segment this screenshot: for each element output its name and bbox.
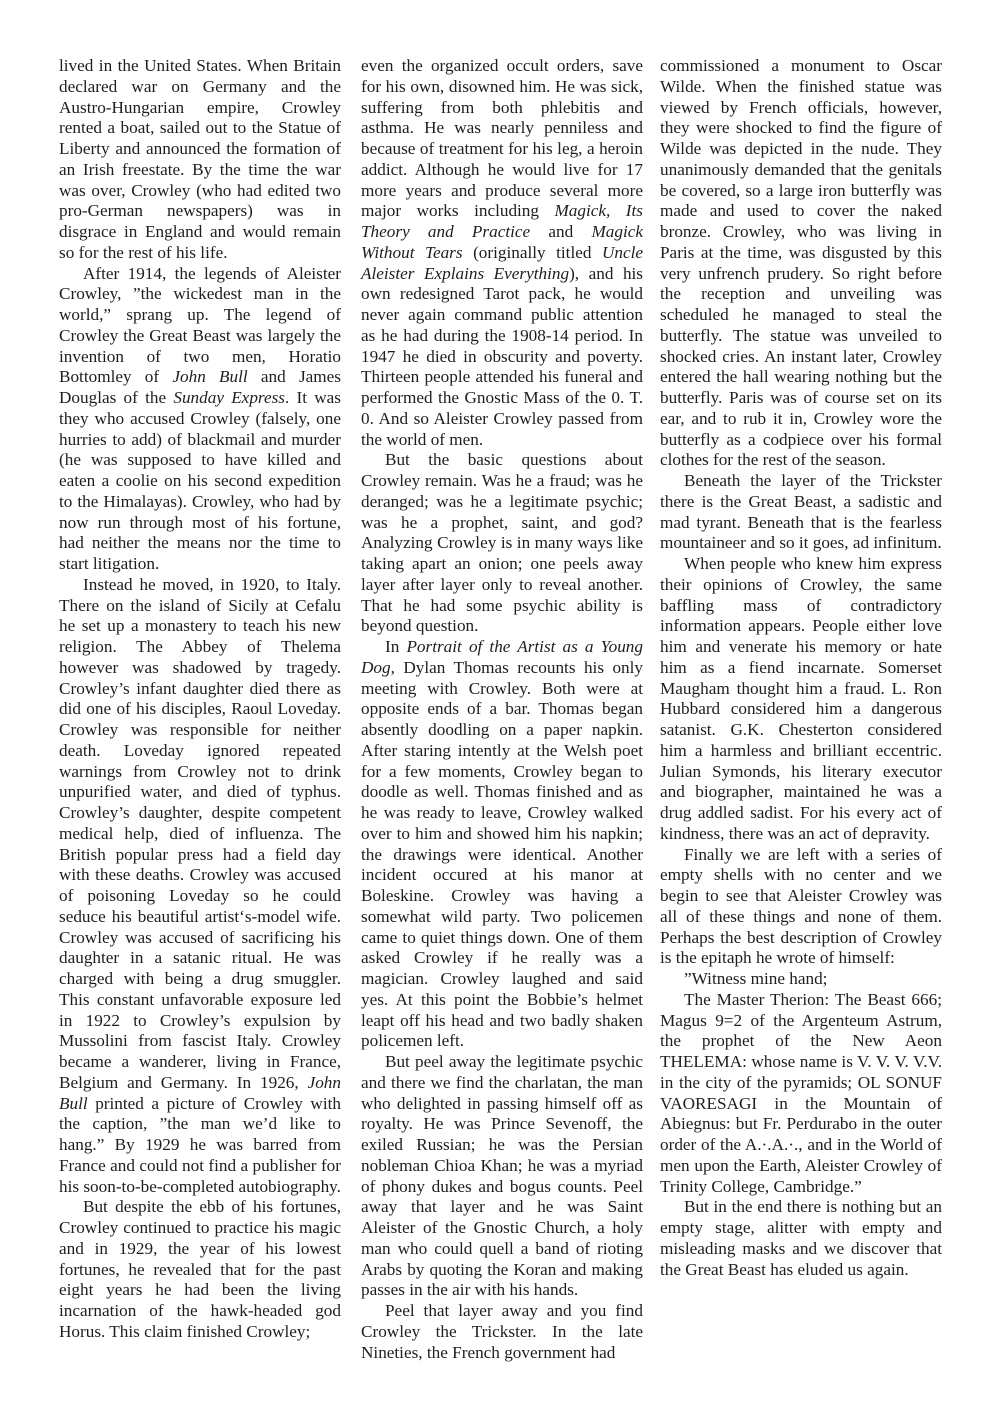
text-column-1: [59, 56, 341, 1343]
text-run: ”Witness mine hand;: [684, 969, 828, 988]
text-run: lived in the United States. When Britain declared war on Germany and the Austro-Hungarian empire, Crowley rented a boat, sailed out to the Statue of Liberty and announced the formation of an Irish freestate. By the time the war was over, Crowley (who had edited two pro-German newspapers) was in disgrace in England and would remain so for the rest of his life.: [59, 56, 341, 262]
text-run: , Dylan Thomas recounts his only meeting with Crowley. Both were at opposite ends of a bar. Thomas began absently doodling on a paper napkin. After staring intently at the Welsh poet for a few moments, Crowley began to doodle as well. Thomas finished and as he was ready to leave, Crowley walked over to him and showed him his napkin; the drawings were identical. Another incident occured at his manor at Boleskine. Crowley was having a somewhat wild party. Two policemen came to quiet things down. One of them asked Crowley if he really was a magician. Crowley laughed and said yes. At this point the Bobbie’s helmet leapt off his head and two badly shaken policemen left.: [361, 657, 643, 1051]
paragraph: [660, 1197, 942, 1280]
paragraph: [660, 471, 942, 554]
paragraph: [660, 554, 942, 845]
text-run: Instead he moved, in 1920, to Italy. There on the island of Sicily at Cefalu he set up a monastery to teach his new religion. The Abbey of Thelema however was shadowed by tragedy. Crowley’s infant daughter died there as did one of his disciples, Raoul Loveday. Crowley was responsible for neither death. Loveday ignored repeated warnings from Crowley not to drink unpurified water, and died of typhus. Crowley’s daughter, despite competent medical help, died of influenza. The British popular press had a field day with these deaths. Crowley was accused of poisoning Loveday so he could seduce his beautiful artist‘s-model wife. Crowley was accused of sacrificing his daughter in a satanic ritual. He was charged with being a drug smuggler. This constant unfavorable exposure led in 1922 to Crowley’s expulsion by Mussolini from fascist Italy. Crowley became a wanderer, living in France, Belgium and Germany. In 1926,: [59, 574, 341, 1092]
text-run: (originally titled: [462, 242, 602, 262]
text-run: printed a picture of Crowley with the caption, ”the man we’d like to hang.” By 1929 he was barred from France and could not find a publisher for his soon-to-be-completed autobiography.: [59, 1093, 341, 1196]
italic-title: Uncle Aleister Explains Everything: [361, 242, 643, 283]
text-run: But in the end there is nothing but an empty stage, alitter with empty and misleading masks and we discover that the Great Beast has eluded us again.: [660, 1197, 942, 1279]
italic-title: Magick, Its Theory and Practice: [361, 201, 643, 241]
paragraph: [59, 1197, 341, 1342]
text-run: and James Douglas of the: [59, 367, 341, 407]
paragraph: [361, 1301, 643, 1363]
text-run: But peel away the legitimate psychic and there we find the charlatan, the man who delighted in passing himself off as royalty. He was Prince Sevenoff, the exiled Russian; he was the Persian nobleman Chioa Khan; he was a myriad of phony dukes and bogus counts. Peel away that layer and he was Saint Aleister of the Gnostic Church, a holy man who could quell a band of rioting Arabs by quoting the Koran and making passes in the air with his hands.: [361, 1052, 643, 1300]
paragraph: [361, 450, 643, 637]
paragraph: [361, 637, 643, 1052]
paragraph: [660, 845, 942, 970]
text-run: The Master Therion: The Beast 666; Magus 9=2 of the Argenteum Astrum, the prophet of the New Aeon THELEMA: whose name is V. V. V. V.V. in the city of the pyramids; OL SONUF VAORESAGI in the Mountain of Abiegnus: but Fr. Perdurabo in the outer order of the A.·.A.·., and in the World of men upon the Earth, Aleister Crowley of Trinity College, Cambridge.”: [660, 989, 942, 1196]
paragraph: [59, 56, 341, 264]
italic-title: John Bull: [59, 1072, 341, 1113]
paragraph: [361, 56, 643, 450]
text-column-2: [361, 56, 643, 1363]
italic-title: Magick Without Tears: [361, 222, 643, 262]
text-run: . It was they who accused Crowley (falsely, one hurries to add) of blackmail and murder (he was supposed to have killed and eaten a coolie on his second expedition to the Himalayas). Crowley, who had by now run through most of his fortune, had neither the means nor the time to start litigation.: [59, 388, 341, 573]
text-run: Beneath the layer of the Trickster there is the Great Beast, a sadistic and mad tyrant. Beneath that is the fearless mountaineer and so it goes, ad infinitum.: [660, 471, 942, 553]
text-run: But the basic questions about Crowley remain. Was he a fraud; was he deranged; was he a legitimate psychic; was he a prophet, saint, and god? Analyzing Crowley is in many ways like taking apart an onion; one peels away layer after layer only to reveal another. That he had some psychic ability is beyond question.: [361, 450, 643, 636]
paragraph: [660, 990, 942, 1198]
italic-title: John Bull: [172, 367, 248, 387]
paragraph: [59, 575, 341, 1198]
text-column-3: [660, 56, 942, 1280]
paragraph: [59, 264, 341, 575]
text-run: ), and his own redesigned Tarot pack, he would never again command public attention as he had during the 1908-14 period. In 1947 he died in obscurity and poverty. Thirteen people attended his funeral and performed the Gnostic Mass of the 0. T. 0. And so Aleister Crowley passed from the world of men.: [361, 263, 643, 449]
text-run: When people who knew him express their opinions of Crowley, the same baffling mass of contradictory information appears. People either love him and venerate his memory or hate him as a fiend incarnate. Somerset Maugham thought him a fraud. L. Ron Hubbard considered him a dangerous satanist. G.K. Chesterton considered him a harmless and brilliant eccentric. Julian Symonds, his literary executor and biographer, maintained he was a drug addled sadist. For his every act of kindness, there was an act of depravity.: [660, 554, 942, 843]
text-run: even the organized occult orders, save for his own, disowned him. He was sick, suffering from both phlebitis and asthma. He was nearly penniless and because of treatment for his leg, a heroin addict. Although he would live for 17 more years and produce several more major works including: [361, 56, 643, 221]
text-run: In: [385, 637, 407, 656]
text-run: commissioned a monument to Oscar Wilde. When the finished statue was viewed by French officials, however, they were shocked to find the figure of Wilde was depicted in the nude. They unanimously demanded that the genitals be covered, so a large iron butterfly was made and used to cover the naked bronze. Crowley, who was living in Paris at the time, was disgusted by this very unfrench prudery. So right before the reception and unveiling was scheduled he managed to steal the butterfly. The statue was unveiled to shocked cries. An instant later, Crowley entered the hall wearing nothing but the butterfly. Paris was of course set on its ear, and to rub it in, Crowley wore the butterfly as a codpiece over his formal clothes for the rest of the season.: [660, 56, 942, 470]
text-run: and: [530, 222, 592, 241]
italic-title: Portrait of the Artist as a Young Dog: [361, 637, 643, 677]
text-run: Finally we are left with a series of empty shells with no center and we begin to see that Aleister Crowley was all of these things and none of them. Perhaps the best description of Crowley is the epitaph he wrote of himself:: [660, 844, 942, 968]
text-run: Peel that layer away and you find Crowley the Trickster. In the late Nineties, the French government had: [361, 1301, 643, 1362]
paragraph: [660, 56, 942, 471]
text-run: But despite the ebb of his fortunes, Crowley continued to practice his magic and in 1929, the year of his lowest fortunes, he revealed that for the past eight years he had been the living incarnation of the hawk-headed god Horus. This claim finished Crowley;: [59, 1197, 341, 1341]
paragraph: [660, 969, 942, 990]
italic-title: Sunday Express: [173, 388, 285, 407]
text-run: After 1914, the legends of Aleister Crowley, ”the wickedest man in the world,” sprang up. The legend of Crowley the Great Beast was largely the invention of two men, Horatio Bottomley of: [59, 263, 341, 387]
paragraph: [361, 1052, 643, 1301]
